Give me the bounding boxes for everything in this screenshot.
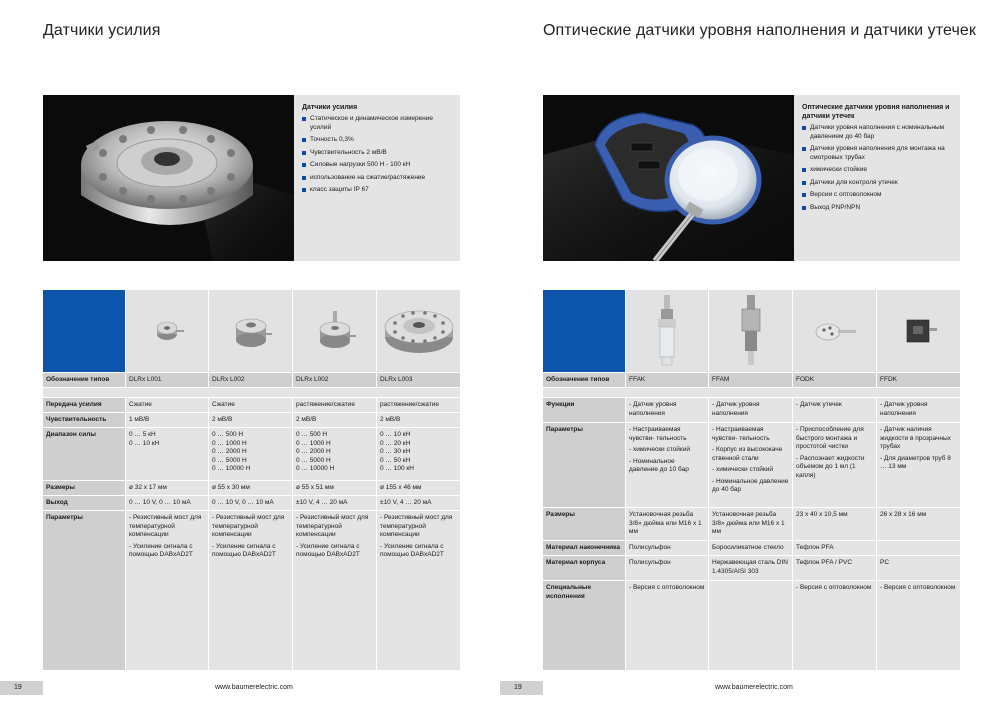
square-bullet-icon <box>802 193 806 197</box>
type-name: DLRx L002 <box>209 373 292 387</box>
square-bullet-icon <box>302 176 306 180</box>
square-bullet-icon <box>802 206 806 210</box>
square-bullet-icon <box>802 168 806 172</box>
row-value: Полисульфон <box>626 556 708 580</box>
row-value: - Датчик наличия жидкости в прозрачных трубах - Для диаметров труб 8 … 13 мм <box>877 423 960 507</box>
row-value: растяжение/сжатие <box>377 398 460 412</box>
type-name: DLRx L003 <box>377 373 460 387</box>
row-value: ø 55 x 51 мм <box>293 481 376 495</box>
row-value: Сжатие <box>209 398 292 412</box>
type-name: DLRx L001 <box>126 373 208 387</box>
row-value <box>877 541 960 555</box>
hero-info-panel <box>794 95 960 261</box>
row-value: - Резистивный мост для температурной компенсации - Усиление сигнала с помощью DABxAD2T <box>293 511 376 670</box>
row-label: Размеры <box>543 508 625 540</box>
row-value: ø 32 x 17 мм <box>126 481 208 495</box>
product-image <box>126 290 208 372</box>
square-bullet-icon <box>802 147 806 151</box>
feature-item: Чувствительность 2 мВ/В <box>302 149 452 158</box>
page-title: Оптические датчики уровня наполнения и датчики утечек <box>543 22 977 39</box>
feature-item: Версии с оптоволокном <box>802 191 952 200</box>
hero-heading: Датчики усилия <box>302 104 358 111</box>
product-image <box>709 290 792 372</box>
feature-item: Датчики для контроля утечек <box>802 179 952 188</box>
feature-list <box>302 115 452 195</box>
row-value: - Датчик уровня наполнения <box>877 398 960 422</box>
website-link[interactable]: www.baumerelectric.com <box>715 684 793 691</box>
feature-item: Выход PNP/NPN <box>802 204 952 213</box>
feature-item: Точность 0,3% <box>302 136 452 145</box>
row-value: ø 155 x 46 мм <box>377 481 460 495</box>
feature-item: Статическое и динамическое измерение усилий <box>302 115 452 132</box>
hero-heading: Оптические датчики уровня наполнения и датчики утечек <box>802 104 950 120</box>
product-image <box>877 290 960 372</box>
row-value: 2 мВ/В <box>377 413 460 427</box>
row-value: 2 мВ/В <box>209 413 292 427</box>
row-value: - Резистивный мост для температурной компенсации - Усиление сигнала с помощью DABxAD2T <box>126 511 208 670</box>
type-name: FFAK <box>626 373 708 387</box>
feature-item: Силовые нагрузки 500 Н - 100 кН <box>302 161 452 170</box>
product-image <box>293 290 376 372</box>
row-value: PC <box>877 556 960 580</box>
row-value: - Датчик уровня наполнения <box>709 398 792 422</box>
product-image <box>793 290 876 372</box>
square-bullet-icon <box>302 117 306 121</box>
row-value: 0 … 10 кН 0 … 20 кН 0 … 30 кН 0 … 50 кН 0 … 100 кН <box>377 428 460 480</box>
row-value: растяжение/сжатие <box>293 398 376 412</box>
page-number: 19 <box>500 681 543 695</box>
row-value: Тефлон PFA / PVC <box>793 556 876 580</box>
square-bullet-icon <box>302 151 306 155</box>
feature-item: использование на сжатие/растяжение <box>302 174 452 183</box>
row-value: - Датчик утечек <box>793 398 876 422</box>
square-bullet-icon <box>802 181 806 185</box>
row-label: Передача усилия <box>43 398 125 412</box>
row-label: Материал корпуса <box>543 556 625 580</box>
row-value: - Приспособление для быстрого монтажа и простотой чистки - Распознает жидкости объемом до 1 мл (1 капля) <box>793 423 876 507</box>
row-value: 1 мВ/В <box>126 413 208 427</box>
feature-item: химически стойкие <box>802 166 952 175</box>
type-label: Обозначение типов <box>43 373 125 387</box>
row-label: Материал наконечника <box>543 541 625 555</box>
row-value: Установочная резьба 3/8» дюйма или M16 x 1 мм <box>709 508 792 540</box>
row-value: 0 … 5 кН 0 … 10 кН <box>126 428 208 480</box>
spec-table <box>43 290 460 670</box>
row-value: - Версия с оптоволокном <box>793 581 876 670</box>
type-name: FFDK <box>877 373 960 387</box>
level-sensor-photo <box>543 95 794 261</box>
row-value: ±10 V, 4 … 20 мА <box>293 496 376 510</box>
square-bullet-icon <box>802 126 806 130</box>
row-value: 0 … 10 V, 0 … 10 мА <box>126 496 208 510</box>
row-value: - Настраиваемая чувстви- тельность - Корпус из высококаче ственной стали - химически стойкий - Номинальное давление до 40 бар <box>709 423 792 507</box>
row-gap <box>43 388 460 397</box>
type-name: FFAM <box>709 373 792 387</box>
row-value: 0 … 500 Н 0 … 1000 Н 0 … 2000 Н 0 … 5000 Н 0 … 10000 Н <box>293 428 376 480</box>
feature-item: Датчики уровня наполнения с номинальным давлением до 40 бар <box>802 124 952 141</box>
row-label: Параметры <box>43 511 125 670</box>
feature-item: Датчики уровня наполнения для монтажа на смотровых трубах <box>802 145 952 162</box>
row-value: Полисульфон <box>626 541 708 555</box>
square-bullet-icon <box>302 163 306 167</box>
hero-section <box>543 95 960 261</box>
square-bullet-icon <box>302 188 306 192</box>
row-value: 0 … 500 Н 0 … 1000 Н 0 … 2000 Н 0 … 5000 Н 0 … 10000 Н <box>209 428 292 480</box>
spec-table <box>543 290 960 670</box>
row-value: Установочная резьба 3/8» дюйма или M16 x 1 мм <box>626 508 708 540</box>
type-name: DLRx L002 <box>293 373 376 387</box>
row-label: Выход <box>43 496 125 510</box>
type-label: Обозначение типов <box>543 373 625 387</box>
brand-color-block <box>43 290 125 372</box>
row-value: - Резистивный мост для температурной компенсации - Усиление сигнала с помощью DABxAD2T <box>377 511 460 670</box>
feature-item: класс защиты IP 67 <box>302 186 452 195</box>
row-label: Чувствительность <box>43 413 125 427</box>
row-label: Специальные исполнения <box>543 581 625 670</box>
row-value: ø 55 x 30 мм <box>209 481 292 495</box>
row-label: Функции <box>543 398 625 422</box>
row-value: - Датчик уровня наполнения <box>626 398 708 422</box>
row-gap <box>543 388 960 397</box>
row-value: - Версия с оптоволокном <box>877 581 960 670</box>
page-title: Датчики усилия <box>43 22 161 39</box>
row-value: ±10 V, 4 … 20 мА <box>377 496 460 510</box>
row-value: - Настраиваемая чувстви- тельность - химически стойкий - Номинальное давление до 10 бар <box>626 423 708 507</box>
row-value: Нержавеющая сталь DIN 1.4305/AISI 303 <box>709 556 792 580</box>
load-cell-photo <box>43 95 294 261</box>
page-number: 19 <box>0 681 43 695</box>
brand-color-block <box>543 290 625 372</box>
row-label: Диапазон силы <box>43 428 125 480</box>
row-value: - Резистивный мост для температурной компенсации - Усиление сигнала с помощью DABxAD2T <box>209 511 292 670</box>
feature-list <box>802 124 952 212</box>
square-bullet-icon <box>302 138 306 142</box>
row-label: Параметры <box>543 423 625 507</box>
hero-section <box>43 95 460 261</box>
product-image <box>626 290 708 372</box>
row-value: 26 x 28 x 16 мм <box>877 508 960 540</box>
row-value: 2 мВ/В <box>293 413 376 427</box>
hero-info-panel <box>294 95 460 261</box>
row-value: Тефлон PFA <box>793 541 876 555</box>
row-value: - Версия с оптоволокном <box>626 581 708 670</box>
row-label: Размеры <box>43 481 125 495</box>
row-value: Сжатие <box>126 398 208 412</box>
row-value: 0 … 10 V, 0 … 10 мА <box>209 496 292 510</box>
product-image <box>377 290 460 372</box>
product-image <box>209 290 292 372</box>
website-link[interactable]: www.baumerelectric.com <box>215 684 293 691</box>
row-value <box>709 581 792 670</box>
row-value: Боросиликатное стекло <box>709 541 792 555</box>
row-value: 23 x 40 x 10,5 мм <box>793 508 876 540</box>
type-name: FODK <box>793 373 876 387</box>
